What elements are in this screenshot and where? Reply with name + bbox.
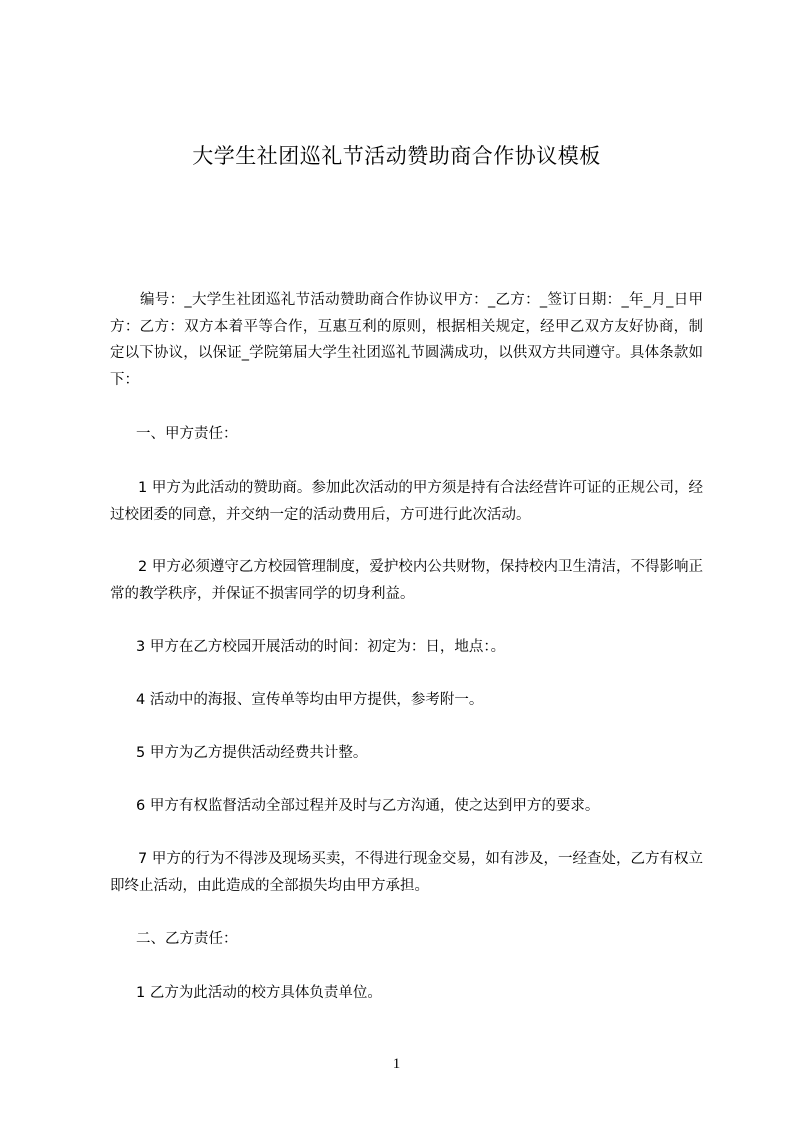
clause-a-3: 3 甲方在乙方校园开展活动的时间：初定为：日，地点：。 — [136, 639, 506, 655]
page-number: 1 — [392, 1056, 401, 1072]
document-title: 大学生社团巡礼节活动赞助商合作协议模板 — [192, 144, 601, 168]
clause-a-4: 4 活动中的海报、宣传单等均由甲方提供，参考附一。 — [136, 692, 484, 708]
clause-a-5: 5 甲方为乙方提供活动经费共计整。 — [136, 745, 368, 761]
section-heading-party-b: 二、乙方责任： — [136, 931, 238, 947]
clause-a-1: 1 甲方为此活动的赞助商。参加此次活动的甲方须是持有合法经营许可证的正规公司，经过校团委的同意，并交纳一定的活动费用后，方可进行此次活动。 — [110, 480, 703, 523]
clause-a-6: 6 甲方有权监督活动全部过程并及时与乙方沟通，使之达到甲方的要求。 — [136, 798, 600, 814]
clause-a-2: 2 甲方必须遵守乙方校园管理制度，爱护校内公共财物，保持校内卫生清洁，不得影响正常的教学秩序，并保证不损害同学的切身利益。 — [110, 559, 703, 602]
clause-b-1: 1 乙方为此活动的校方具体负责单位。 — [136, 985, 382, 1001]
section-heading-party-a: 一、甲方责任： — [136, 426, 238, 442]
clause-a-7: 7 甲方的行为不得涉及现场买卖，不得进行现金交易，如有涉及，一经查处，乙方有权立即终止活动，由此造成的全部损失均由甲方承担。 — [110, 851, 703, 894]
intro-paragraph: 编号：_大学生社团巡礼节活动赞助商合作协议甲方：_乙方：_签订日期：_年_月_日甲方：乙方：双方本着平等合作，互惠互利的原则，根据相关规定，经甲乙双方友好协商，制定以下协议，以保证_学院第届大学生社团巡礼节圆满成功，以供双方共同遵守。具体条款如下： — [110, 292, 703, 388]
